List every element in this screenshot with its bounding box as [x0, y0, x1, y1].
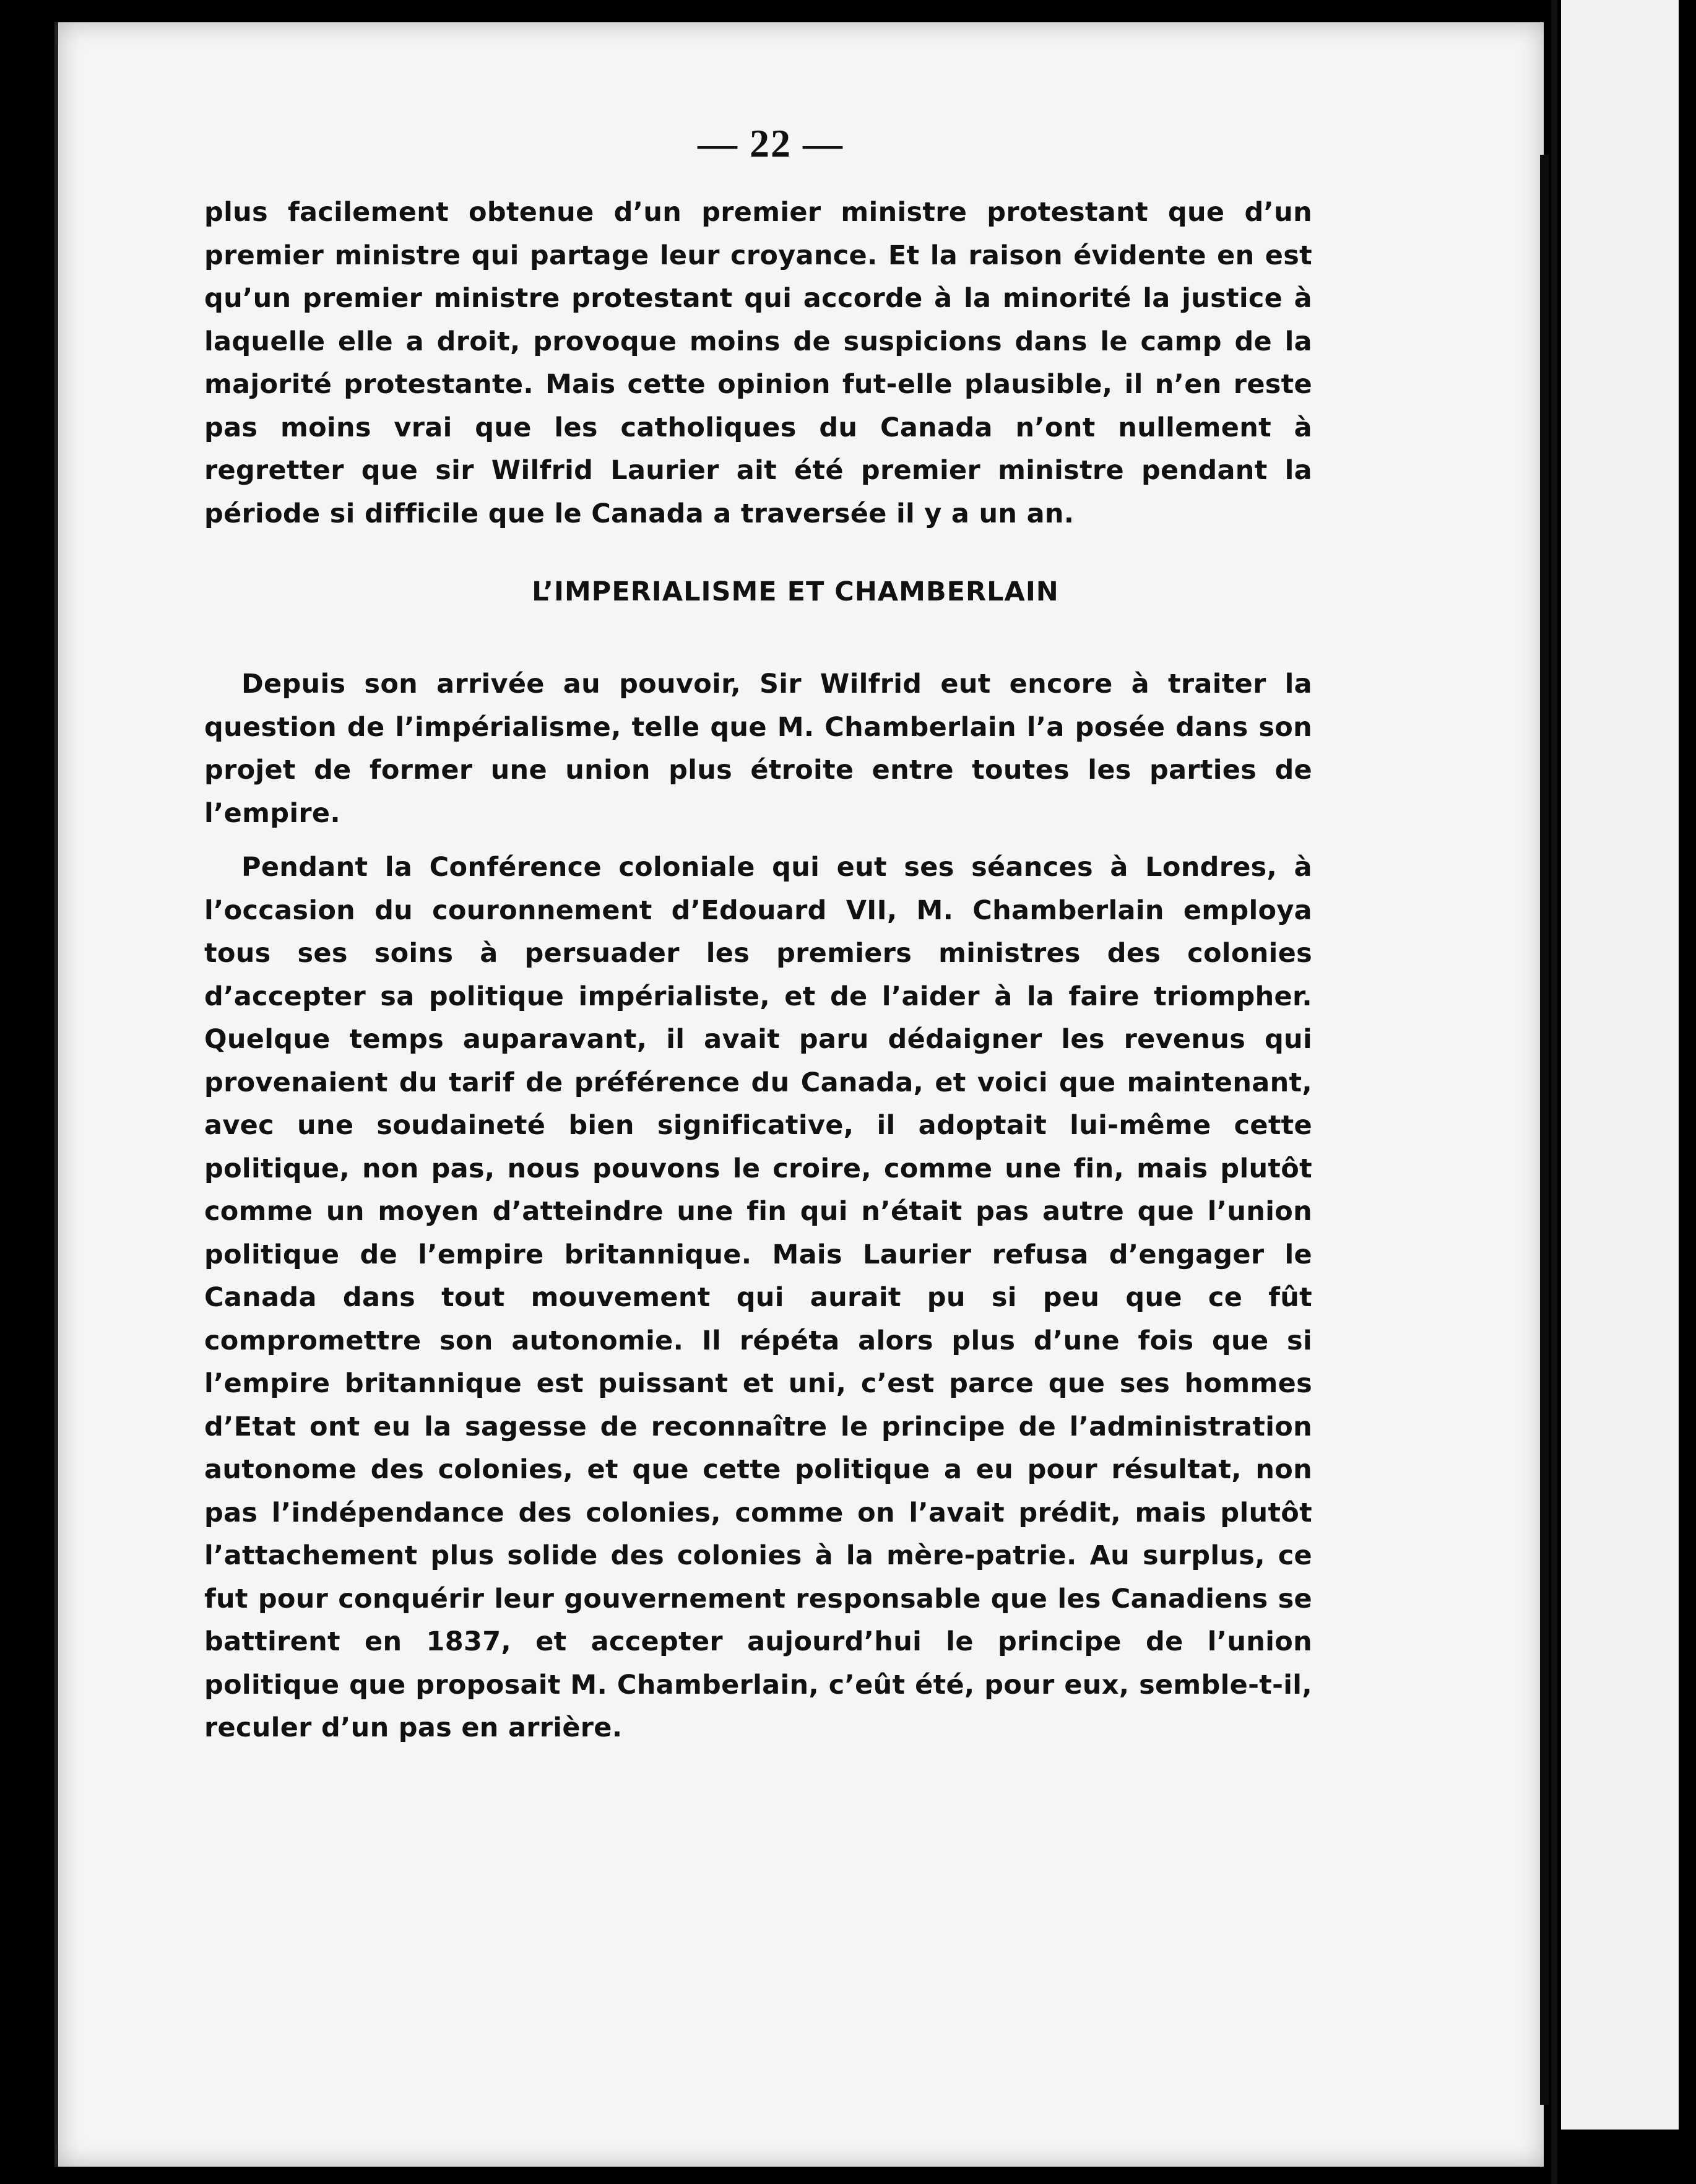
- scan-right-edge: [1679, 0, 1696, 2184]
- binding-rule: [1540, 155, 1549, 2105]
- page-number: — 22 —: [698, 121, 844, 165]
- paragraph: Pendant la Conférence coloniale qui eut ses séances à Londres, à l’occasion du couronnement d’Edouard VII, M. Chamberlain employa tous ses soins à persuader les premiers ministres des colonies d’accepter sa politique impérialiste, et de l’aider à la faire triompher. Quelque temps auparavant, il avait paru dédaigner les revenus qui provenaient du tarif de préférence du Canada, et voici que maintenant, avec une soudaineté bien significative, il adoptait lui-même cette politique, non pas, nous pouvons le croire, comme une fin, mais plutôt comme un moyen d’atteindre une fin qui n’était pas autre que l’union politique de l’empire britannique. Mais Laurier refusa d’engager le Canada dans tout mouvement qui aurait pu si peu que ce fût compromettre son autonomie. Il répéta alors plus d’une fois que si l’empire britannique est puissant et uni, c’est parce que ses hommes d’Etat ont eu la sagesse de reconnaître le principe de l’administration autonome des colonies, et que cette politique a eu pour résultat, non pas l’indépendance des colonies, comme on l’avait prédit, mais plutôt l’attachement plus solide des colonies à la mère-patrie. Au surplus, ce fut pour conquérir leur gouvernement responsable que les Canadiens se battirent en 1837, et accepter aujourd’hui le principe de l’union politique que proposait M. Chamberlain, c’eût été, pour eux, semble-t-il, reculer d’un pas en arrière.: [204, 852, 1312, 1743]
- facing-page-edge: [1561, 0, 1679, 2130]
- paragraph-continued: plus facilement obtenue d’un premier ministre protestant que d’un premier ministre qui partage leur croyance. Et la raison évidente en est qu’un premier ministre protestant qui accorde à la minorité la justice à laquelle elle a droit, provoque moins de suspicions dans le camp de la majorité protestante. Mais cette opinion fut-elle plausible, il n’en reste pas moins vrai que les catholiques du Canada n’ont nullement à regretter que sir Wilfrid Laurier ait été premier ministre pendant la période si difficile que le Canada a traversée il y a un an.: [204, 197, 1312, 529]
- paragraph: Depuis son arrivée au pouvoir, Sir Wilfrid eut encore à traiter la question de l’impérialisme, telle que M. Chamberlain l’a posée dans son projet de former une union plus étroite entre toutes les parties de l’empire.: [204, 669, 1312, 829]
- page-content: [204, 121, 1312, 1750]
- section-heading: L’IMPERIALISME ET CHAMBERLAIN: [532, 576, 1059, 607]
- book-gutter: [1551, 0, 1557, 2184]
- paragraph-gap: [204, 835, 1312, 846]
